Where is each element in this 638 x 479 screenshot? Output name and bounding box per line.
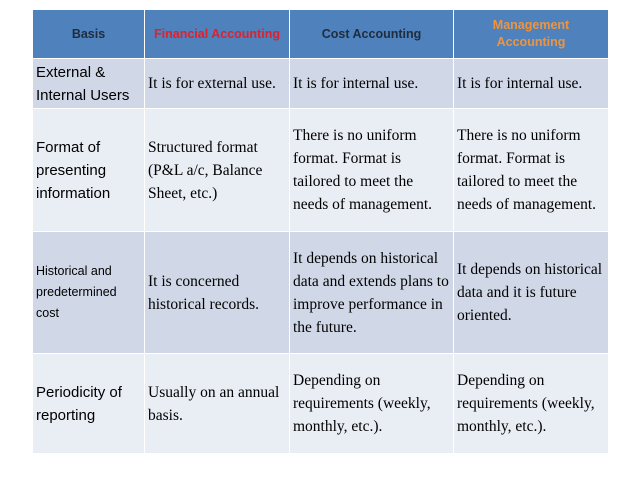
cost-cell: It depends on historical data and extends plans to improve performance in the future. bbox=[290, 232, 454, 354]
financial-cell: It is concerned historical records. bbox=[145, 232, 290, 354]
header-management-accounting: Management Accounting bbox=[454, 10, 609, 59]
table-row bbox=[33, 109, 609, 232]
management-cell: It is for internal use. bbox=[454, 59, 609, 109]
cost-cell: It is for internal use. bbox=[290, 59, 454, 109]
financial-cell: Structured format (P&L a/c, Balance Sheet, etc.) bbox=[145, 109, 290, 232]
financial-cell: It is for external use. bbox=[145, 59, 290, 109]
header-cost-accounting: Cost Accounting bbox=[290, 10, 454, 59]
table-row bbox=[33, 232, 609, 354]
basis-cell: Historical and predetermined cost bbox=[33, 232, 145, 354]
basis-cell: External & Internal Users bbox=[33, 59, 145, 109]
table-row bbox=[33, 354, 609, 454]
table-row bbox=[33, 59, 609, 109]
header-row bbox=[33, 10, 609, 59]
cost-cell: There is no uniform format. Format is tailored to meet the needs of management. bbox=[290, 109, 454, 232]
header-financial-accounting: Financial Accounting bbox=[145, 10, 290, 59]
accounting-comparison-table bbox=[32, 9, 609, 454]
management-cell: There is no uniform format. Format is tailored to meet the needs of management. bbox=[454, 109, 609, 232]
management-cell: Depending on requirements (weekly, monthly, etc.). bbox=[454, 354, 609, 454]
basis-cell: Periodicity of reporting bbox=[33, 354, 145, 454]
cost-cell: Depending on requirements (weekly, monthly, etc.). bbox=[290, 354, 454, 454]
financial-cell: Usually on an annual basis. bbox=[145, 354, 290, 454]
header-basis: Basis bbox=[33, 10, 145, 59]
management-cell: It depends on historical data and it is future oriented. bbox=[454, 232, 609, 354]
basis-cell: Format of presenting information bbox=[33, 109, 145, 232]
